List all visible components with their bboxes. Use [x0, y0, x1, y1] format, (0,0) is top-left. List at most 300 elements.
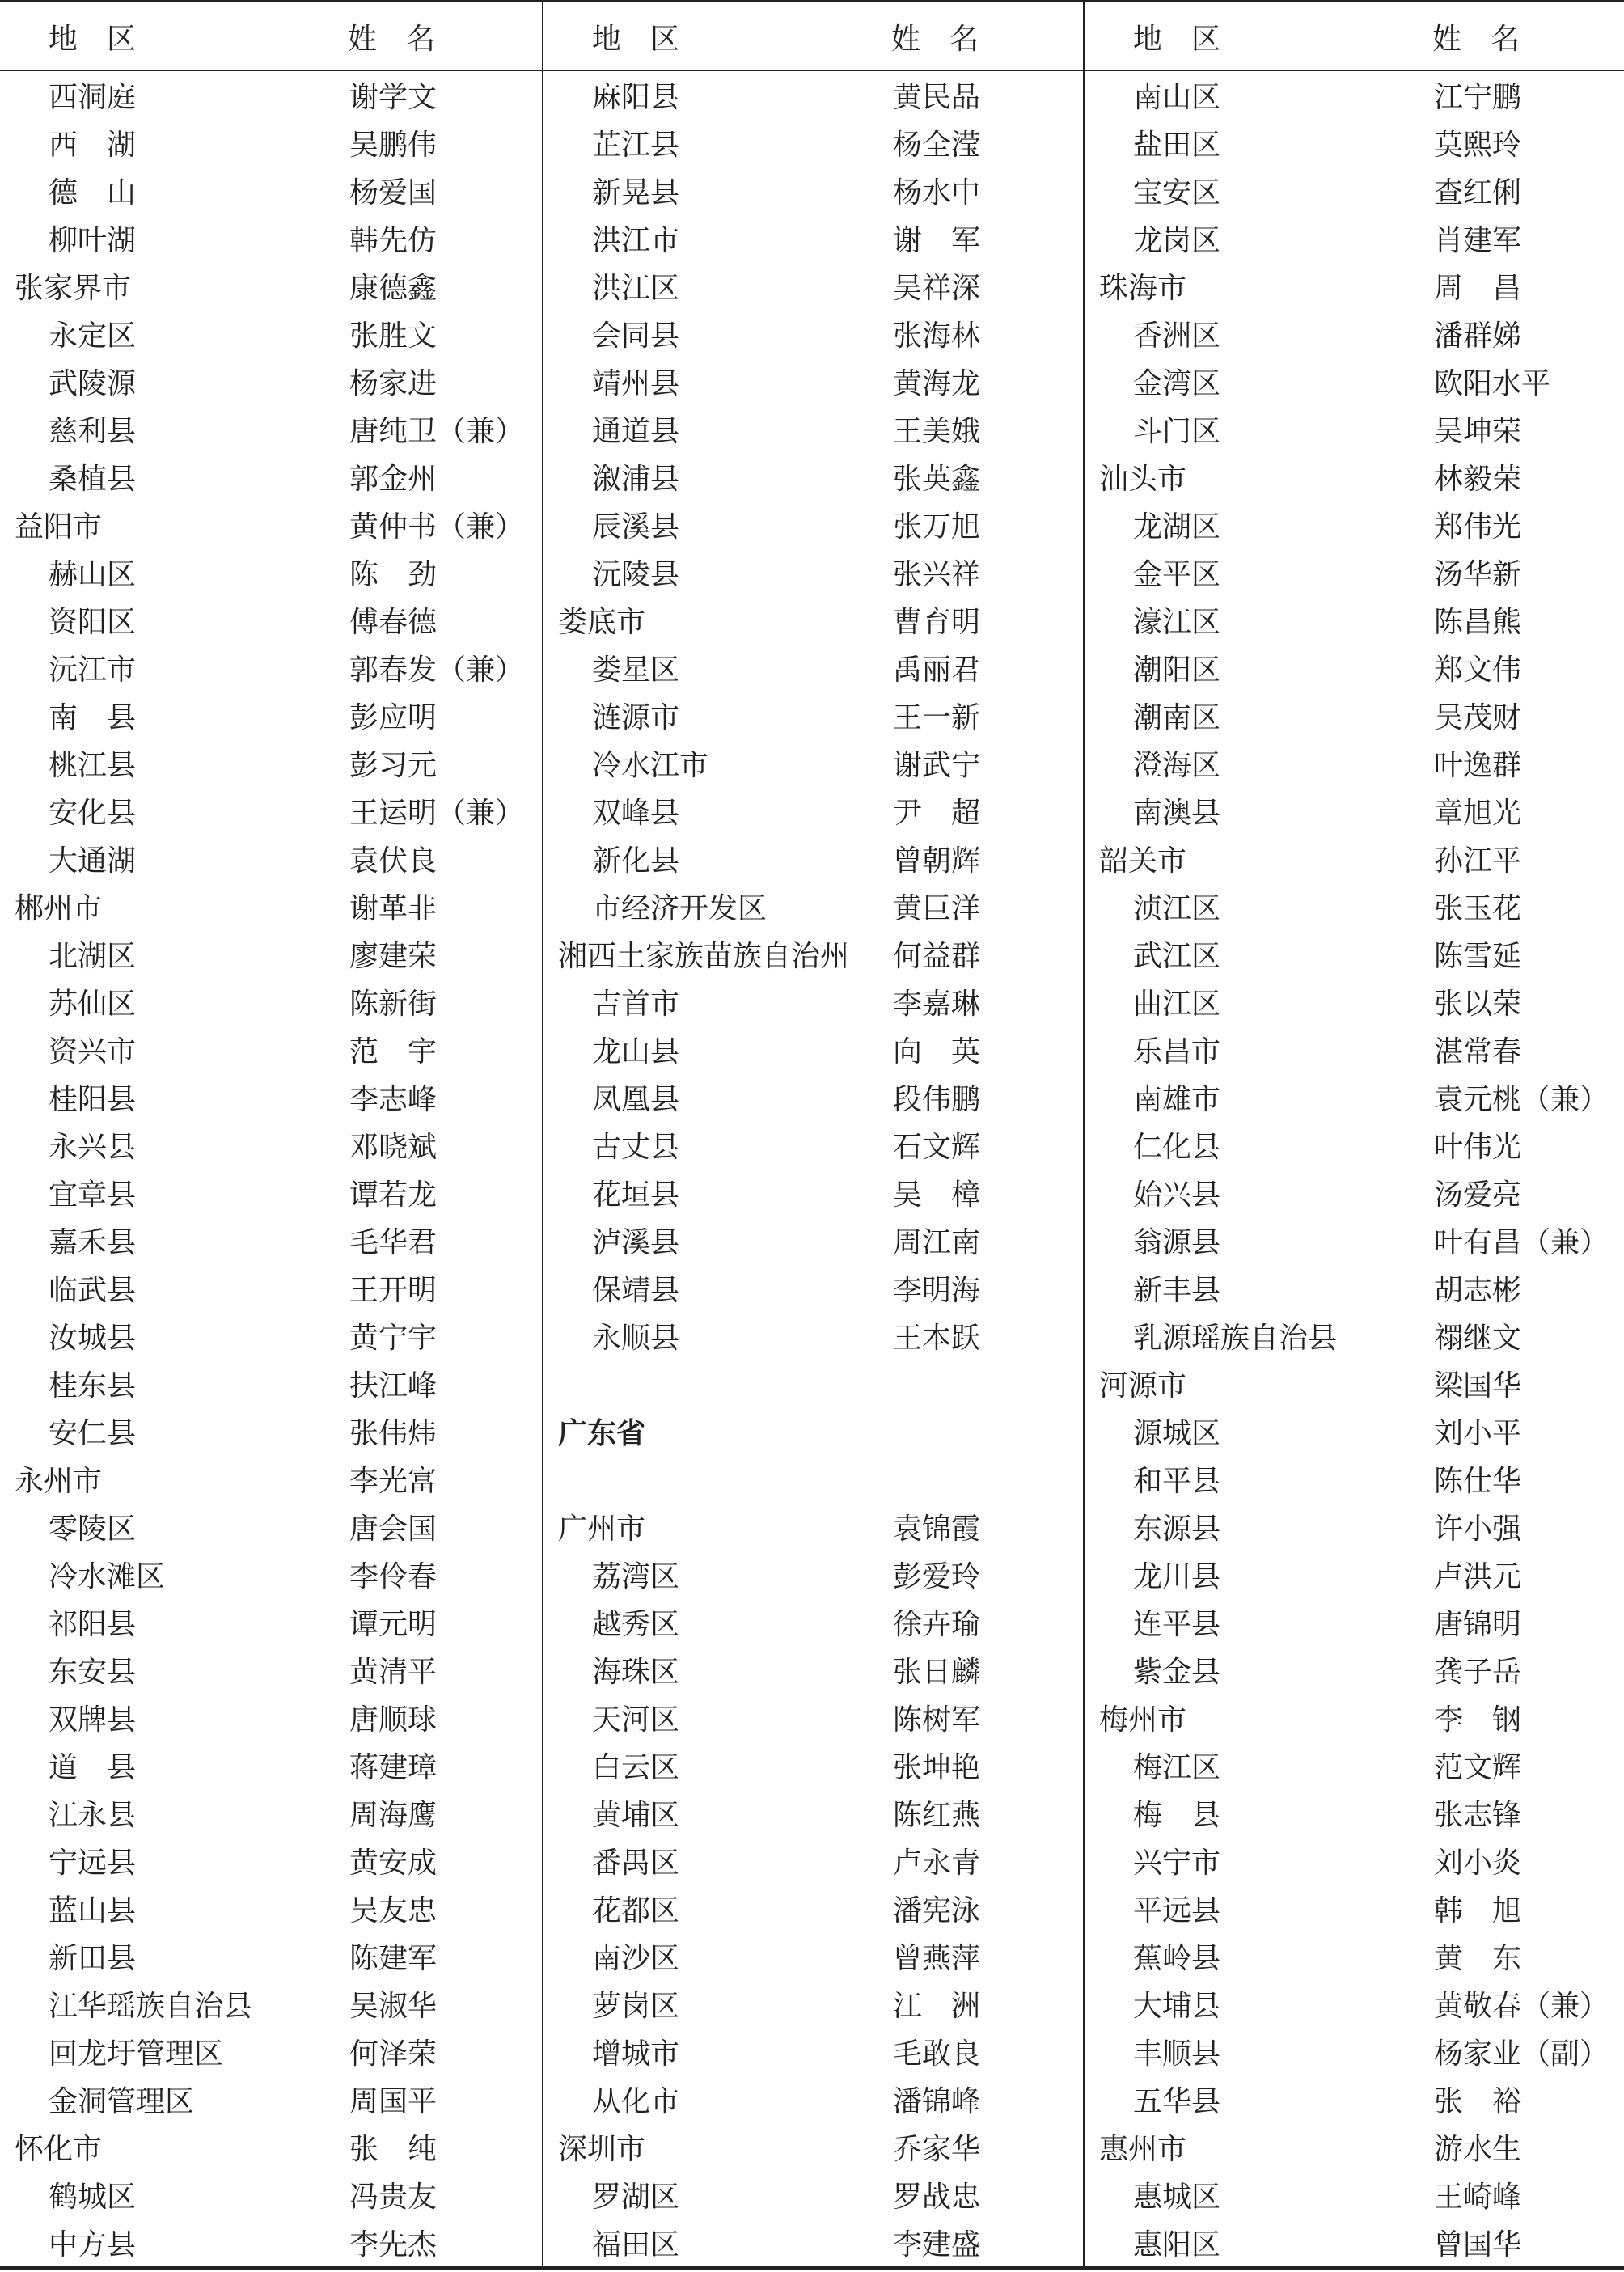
table-row	[0, 885, 541, 933]
table-row	[1085, 1982, 1624, 2030]
table-row	[543, 1648, 1085, 1696]
region-cell: 龙岗区	[1133, 224, 1221, 257]
table-row	[1085, 2126, 1624, 2173]
region-cell: 古丈县	[592, 1131, 680, 1164]
region-cell: 泸溪县	[592, 1226, 680, 1259]
table-row	[0, 1505, 541, 1553]
region-cell: 广东省	[558, 1417, 646, 1450]
name-cell: 何泽荣	[349, 2037, 438, 2071]
region-cell: 东安县	[49, 1656, 137, 1689]
table-row	[0, 1123, 541, 1171]
region-cell: 萝岗区	[592, 1990, 680, 2023]
name-cell: 陈昌熊	[1434, 606, 1522, 639]
table-row	[543, 1982, 1085, 2030]
name-cell: 韩先仿	[349, 224, 438, 257]
table-row	[0, 2030, 541, 2078]
region-cell: 新化县	[592, 844, 680, 878]
table-row	[543, 121, 1085, 169]
name-cell: 彭习元	[349, 749, 438, 782]
table-row	[1085, 2173, 1624, 2221]
table-row	[1085, 264, 1624, 312]
table-row	[0, 1028, 541, 1076]
table-row	[0, 1792, 541, 1839]
name-cell: 彭应明	[349, 701, 438, 734]
name-cell: 李伶春	[349, 1560, 438, 1593]
region-cell: 通道县	[592, 415, 680, 448]
name-cell: 李 钢	[1434, 1703, 1522, 1737]
name-cell: 张胜文	[349, 319, 438, 353]
header-name: 姓 名	[348, 23, 436, 56]
table-row	[543, 455, 1085, 503]
name-cell: 范 宇	[349, 1035, 438, 1068]
table-row	[543, 503, 1085, 551]
name-cell: 吴 樟	[893, 1178, 981, 1212]
name-cell: 陈新街	[349, 988, 438, 1021]
region-cell: 沅江市	[49, 654, 137, 687]
table-row	[0, 1219, 541, 1267]
region-cell: 东源县	[1133, 1513, 1221, 1546]
table-row	[543, 646, 1085, 694]
region-cell: 武陵源	[49, 367, 137, 400]
region-cell: 乐昌市	[1133, 1035, 1221, 1068]
region-cell: 花垣县	[592, 1178, 680, 1212]
table-row	[1085, 1505, 1624, 1553]
table-row	[543, 980, 1085, 1028]
table-row	[543, 74, 1085, 121]
name-cell: 廖建荣	[349, 940, 438, 973]
table-row	[1085, 1887, 1624, 1935]
table-row	[1085, 599, 1624, 646]
region-cell: 江永县	[49, 1799, 137, 1832]
name-cell: 郑伟光	[1434, 510, 1522, 544]
name-cell: 冯贵友	[349, 2181, 438, 2214]
table-row	[0, 1267, 541, 1314]
table-row	[0, 2221, 541, 2269]
name-cell: 周江南	[893, 1226, 981, 1259]
region-cell: 永顺县	[592, 1322, 680, 1355]
region-cell: 北湖区	[49, 940, 137, 973]
table-column-2	[543, 0, 1085, 2269]
table-row	[0, 408, 541, 455]
table-row	[0, 789, 541, 837]
table-row	[543, 1267, 1085, 1314]
table-row	[1085, 2078, 1624, 2126]
table-row	[1085, 980, 1624, 1028]
region-cell: 辰溪县	[592, 510, 680, 544]
table-row	[1085, 1028, 1624, 1076]
table-row	[1085, 1267, 1624, 1314]
name-cell: 张玉花	[1434, 892, 1522, 925]
name-cell: 李志峰	[349, 1083, 438, 1116]
name-cell: 康德鑫	[349, 272, 438, 305]
table-row	[543, 742, 1085, 789]
table-row	[543, 1553, 1085, 1601]
name-cell: 莫熙玲	[1434, 129, 1522, 162]
name-cell: 张万旭	[893, 510, 981, 544]
name-cell: 吴茂财	[1434, 701, 1522, 734]
region-cell: 中方县	[49, 2228, 137, 2261]
region-cell: 仁化县	[1133, 1131, 1221, 1164]
table-row	[0, 1410, 541, 1458]
table-row	[0, 217, 541, 264]
table-row	[1085, 2221, 1624, 2269]
table-row	[543, 1601, 1085, 1648]
region-cell: 梅江区	[1133, 1751, 1221, 1784]
name-cell: 王一新	[893, 701, 981, 734]
table-row	[0, 360, 541, 408]
region-cell: 澄海区	[1133, 749, 1221, 782]
region-cell: 宝安区	[1133, 176, 1221, 209]
region-cell: 和平县	[1133, 1465, 1221, 1498]
name-cell: 韩 旭	[1434, 1894, 1522, 1927]
table-row	[543, 1887, 1085, 1935]
table-row	[543, 1362, 1085, 1410]
table-row	[0, 503, 541, 551]
region-cell: 市经济开发区	[592, 892, 768, 925]
name-cell: 蒋建璋	[349, 1751, 438, 1784]
name-cell: 王开明	[349, 1274, 438, 1307]
table-row	[1085, 1648, 1624, 1696]
table-row	[0, 169, 541, 217]
region-cell: 新晃县	[592, 176, 680, 209]
table-row	[0, 646, 541, 694]
region-cell: 丰顺县	[1133, 2037, 1221, 2071]
table-row	[1085, 694, 1624, 742]
name-cell: 唐锦明	[1434, 1608, 1522, 1641]
region-cell: 资兴市	[49, 1035, 137, 1068]
region-cell: 平远县	[1133, 1894, 1221, 1927]
name-cell: 禤继文	[1434, 1322, 1522, 1355]
name-cell: 曹育明	[893, 606, 981, 639]
name-cell: 王运明（兼）	[349, 797, 525, 830]
table-row	[0, 980, 541, 1028]
region-cell: 洪江区	[592, 272, 680, 305]
table-row	[0, 2173, 541, 2221]
name-cell: 龚子岳	[1434, 1656, 1522, 1689]
table-row	[0, 599, 541, 646]
table-row	[543, 312, 1085, 360]
name-cell: 郭金州	[349, 463, 438, 496]
name-cell: 禹丽君	[893, 654, 981, 687]
region-cell: 西洞庭	[49, 81, 137, 114]
region-cell: 连平县	[1133, 1608, 1221, 1641]
name-cell: 杨家业（副）	[1434, 2037, 1609, 2071]
region-cell: 龙山县	[592, 1035, 680, 1068]
region-cell: 武江区	[1133, 940, 1221, 973]
name-cell: 潘群娣	[1434, 319, 1522, 353]
region-cell: 新丰县	[1133, 1274, 1221, 1307]
region-cell: 白云区	[592, 1751, 680, 1784]
table-row	[1085, 74, 1624, 121]
name-cell: 胡志彬	[1434, 1274, 1522, 1307]
name-cell: 曾国华	[1434, 2228, 1522, 2261]
name-cell: 郑文伟	[1434, 654, 1522, 687]
table-row	[0, 264, 541, 312]
region-cell: 香洲区	[1133, 319, 1221, 353]
name-cell: 唐会国	[349, 1513, 438, 1546]
table-row	[543, 1505, 1085, 1553]
table-row	[1085, 312, 1624, 360]
region-cell: 龙湖区	[1133, 510, 1221, 544]
table-row	[1085, 1601, 1624, 1648]
table-row	[0, 694, 541, 742]
region-cell: 祁阳县	[49, 1608, 137, 1641]
table-row	[0, 312, 541, 360]
name-cell: 唐顺球	[349, 1703, 438, 1737]
table-row	[543, 2078, 1085, 2126]
table-row	[543, 1028, 1085, 1076]
region-cell: 南沙区	[592, 1942, 680, 1975]
table-row	[543, 694, 1085, 742]
region-cell: 宜章县	[49, 1178, 137, 1212]
region-cell: 会同县	[592, 319, 680, 353]
table-row	[543, 169, 1085, 217]
name-cell: 孙江平	[1434, 844, 1522, 878]
region-cell: 广州市	[558, 1513, 646, 1546]
table-row	[0, 1314, 541, 1362]
name-cell: 杨全滢	[893, 129, 981, 162]
table-row	[543, 933, 1085, 980]
region-cell: 源城区	[1133, 1417, 1221, 1450]
name-cell: 谢武宁	[893, 749, 981, 782]
table-row	[0, 1744, 541, 1792]
region-cell: 惠阳区	[1133, 2228, 1221, 2261]
name-cell: 杨爱国	[349, 176, 438, 209]
name-cell: 石文辉	[893, 1131, 981, 1164]
region-cell: 益阳市	[15, 510, 103, 544]
name-cell: 黄民品	[893, 81, 981, 114]
name-cell: 刘小炎	[1434, 1847, 1522, 1880]
name-cell: 张日麟	[893, 1656, 981, 1689]
table-row	[1085, 455, 1624, 503]
name-cell: 肖建军	[1434, 224, 1522, 257]
region-cell: 韶关市	[1099, 844, 1187, 878]
name-cell: 杨水中	[893, 176, 981, 209]
region-cell: 零陵区	[49, 1513, 137, 1546]
table-row	[1085, 1123, 1624, 1171]
region-cell: 溆浦县	[592, 463, 680, 496]
table-row	[0, 1076, 541, 1123]
name-cell: 黄巨洋	[893, 892, 981, 925]
name-cell: 曾燕萍	[893, 1942, 981, 1975]
table-row	[0, 1648, 541, 1696]
row-list	[0, 74, 541, 2269]
table-row	[1085, 933, 1624, 980]
region-cell: 慈利县	[49, 415, 137, 448]
table-row	[543, 408, 1085, 455]
table-row	[543, 217, 1085, 264]
region-cell: 吉首市	[592, 988, 680, 1021]
region-cell: 南 县	[49, 701, 137, 734]
region-cell: 洪江市	[592, 224, 680, 257]
region-cell: 汕头市	[1099, 463, 1187, 496]
table-row	[543, 885, 1085, 933]
name-cell: 曾朝辉	[893, 844, 981, 878]
region-cell: 增城市	[592, 2037, 680, 2071]
table-column-1	[0, 0, 541, 2269]
table-row	[543, 1935, 1085, 1982]
region-cell: 柳叶湖	[49, 224, 137, 257]
region-cell: 湘西土家族苗族自治州	[558, 940, 850, 973]
table-row	[1085, 885, 1624, 933]
table-row	[1085, 1553, 1624, 1601]
region-cell: 麻阳县	[592, 81, 680, 114]
name-cell: 徐卉瑜	[893, 1608, 981, 1641]
name-cell: 尹 超	[893, 797, 981, 830]
name-cell: 张兴祥	[893, 558, 981, 591]
region-cell: 海珠区	[592, 1656, 680, 1689]
table-row	[543, 1696, 1085, 1744]
name-cell: 卢永青	[893, 1847, 981, 1880]
name-cell: 吴祥深	[893, 272, 981, 305]
name-cell: 袁元桃（兼）	[1434, 1083, 1609, 1116]
table-row	[0, 74, 541, 121]
table-row	[1085, 1410, 1624, 1458]
name-cell: 黄仲书（兼）	[349, 510, 525, 544]
table-row	[543, 2030, 1085, 2078]
region-cell: 苏仙区	[49, 988, 137, 1021]
name-cell: 李明海	[893, 1274, 981, 1307]
table-row	[0, 121, 541, 169]
name-cell: 欧阳水平	[1434, 367, 1551, 400]
region-cell: 南澳县	[1133, 797, 1221, 830]
name-cell: 唐纯卫（兼）	[349, 415, 525, 448]
name-cell: 吴鹏伟	[349, 129, 438, 162]
table-row	[1085, 169, 1624, 217]
region-cell: 双牌县	[49, 1703, 137, 1737]
table-row	[543, 599, 1085, 646]
region-cell: 赫山区	[49, 558, 137, 591]
region-cell: 龙川县	[1133, 1560, 1221, 1593]
table-row	[543, 1076, 1085, 1123]
table-row	[1085, 121, 1624, 169]
name-cell: 刘小平	[1434, 1417, 1522, 1450]
name-cell: 黄海龙	[893, 367, 981, 400]
table-row	[543, 1792, 1085, 1839]
name-cell: 黄敬春（兼）	[1434, 1990, 1609, 2023]
table-row	[1085, 1362, 1624, 1410]
region-cell: 靖州县	[592, 367, 680, 400]
name-cell: 陈建军	[349, 1942, 438, 1975]
table-row	[543, 360, 1085, 408]
region-cell: 盐田区	[1133, 129, 1221, 162]
region-cell: 娄底市	[558, 606, 646, 639]
table-row	[543, 1171, 1085, 1219]
name-cell: 何益群	[893, 940, 981, 973]
name-cell: 袁锦霞	[893, 1513, 981, 1546]
region-cell: 深圳市	[558, 2133, 646, 2166]
name-cell: 李光富	[349, 1465, 438, 1498]
name-cell: 陈仕华	[1434, 1465, 1522, 1498]
table-row	[543, 1219, 1085, 1267]
name-cell: 谢学文	[349, 81, 438, 114]
table-row	[0, 837, 541, 885]
region-cell: 芷江县	[592, 129, 680, 162]
table-row	[1085, 1696, 1624, 1744]
name-cell: 谢革非	[349, 892, 438, 925]
table-row	[543, 551, 1085, 599]
region-cell: 郴州市	[15, 892, 103, 925]
name-cell: 张 纯	[349, 2133, 438, 2166]
table-row	[543, 1839, 1085, 1887]
region-cell: 冷水江市	[592, 749, 709, 782]
region-cell: 桂阳县	[49, 1083, 137, 1116]
name-cell: 李嘉琳	[893, 988, 981, 1021]
region-cell: 天河区	[592, 1703, 680, 1737]
region-cell: 浈江区	[1133, 892, 1221, 925]
section-heading	[543, 1410, 1085, 1458]
table-row	[0, 933, 541, 980]
table-row	[1085, 1219, 1624, 1267]
name-cell: 黄 东	[1434, 1942, 1522, 1975]
table-row	[1085, 360, 1624, 408]
table-row	[1085, 408, 1624, 455]
name-cell: 叶有昌（兼）	[1434, 1226, 1609, 1259]
region-cell: 临武县	[49, 1274, 137, 1307]
table-row	[543, 2173, 1085, 2221]
name-cell: 杨家进	[349, 367, 438, 400]
region-cell: 张家界市	[15, 272, 132, 305]
region-cell: 惠州市	[1099, 2133, 1187, 2166]
region-cell: 河源市	[1099, 1369, 1187, 1403]
table-row	[543, 837, 1085, 885]
row-list	[1085, 74, 1624, 2269]
table-row	[0, 1458, 541, 1505]
name-cell: 查红俐	[1434, 176, 1522, 209]
region-cell: 永兴县	[49, 1131, 137, 1164]
table-row	[1085, 1839, 1624, 1887]
region-cell: 永定区	[49, 319, 137, 353]
table-row	[543, 789, 1085, 837]
region-cell: 南雄市	[1133, 1083, 1221, 1116]
name-cell: 罗战忠	[893, 2181, 981, 2214]
region-cell: 濠江区	[1133, 606, 1221, 639]
table-row	[1085, 1744, 1624, 1792]
name-cell: 王美娥	[893, 415, 981, 448]
region-cell: 沅陵县	[592, 558, 680, 591]
region-cell: 蓝山县	[49, 1894, 137, 1927]
region-cell: 凤凰县	[592, 1083, 680, 1116]
table-row	[1085, 1792, 1624, 1839]
name-cell: 郭春发（兼）	[349, 654, 525, 687]
name-cell: 谢 军	[893, 224, 981, 257]
name-cell: 毛华君	[349, 1226, 438, 1259]
region-cell: 安仁县	[49, 1417, 137, 1450]
name-cell: 谭元明	[349, 1608, 438, 1641]
region-cell: 大埔县	[1133, 1990, 1221, 2023]
table-row	[543, 1744, 1085, 1792]
region-cell: 蕉岭县	[1133, 1942, 1221, 1975]
name-cell: 周 昌	[1434, 272, 1522, 305]
table-row	[0, 1839, 541, 1887]
region-cell: 斗门区	[1133, 415, 1221, 448]
region-cell: 梅 县	[1133, 1799, 1221, 1832]
table-row	[1085, 1171, 1624, 1219]
region-cell: 嘉禾县	[49, 1226, 137, 1259]
name-cell: 乔家华	[893, 2133, 981, 2166]
table-row	[0, 742, 541, 789]
table-row	[0, 2078, 541, 2126]
table-row	[0, 551, 541, 599]
name-cell: 李先杰	[349, 2228, 438, 2261]
header-region: 地 区	[1133, 23, 1221, 56]
table-row	[543, 1314, 1085, 1362]
region-cell: 金湾区	[1133, 367, 1221, 400]
name-cell: 汤爱亮	[1434, 1178, 1522, 1212]
name-cell: 扶江峰	[349, 1369, 438, 1403]
name-cell: 章旭光	[1434, 797, 1522, 830]
table-row	[1085, 837, 1624, 885]
